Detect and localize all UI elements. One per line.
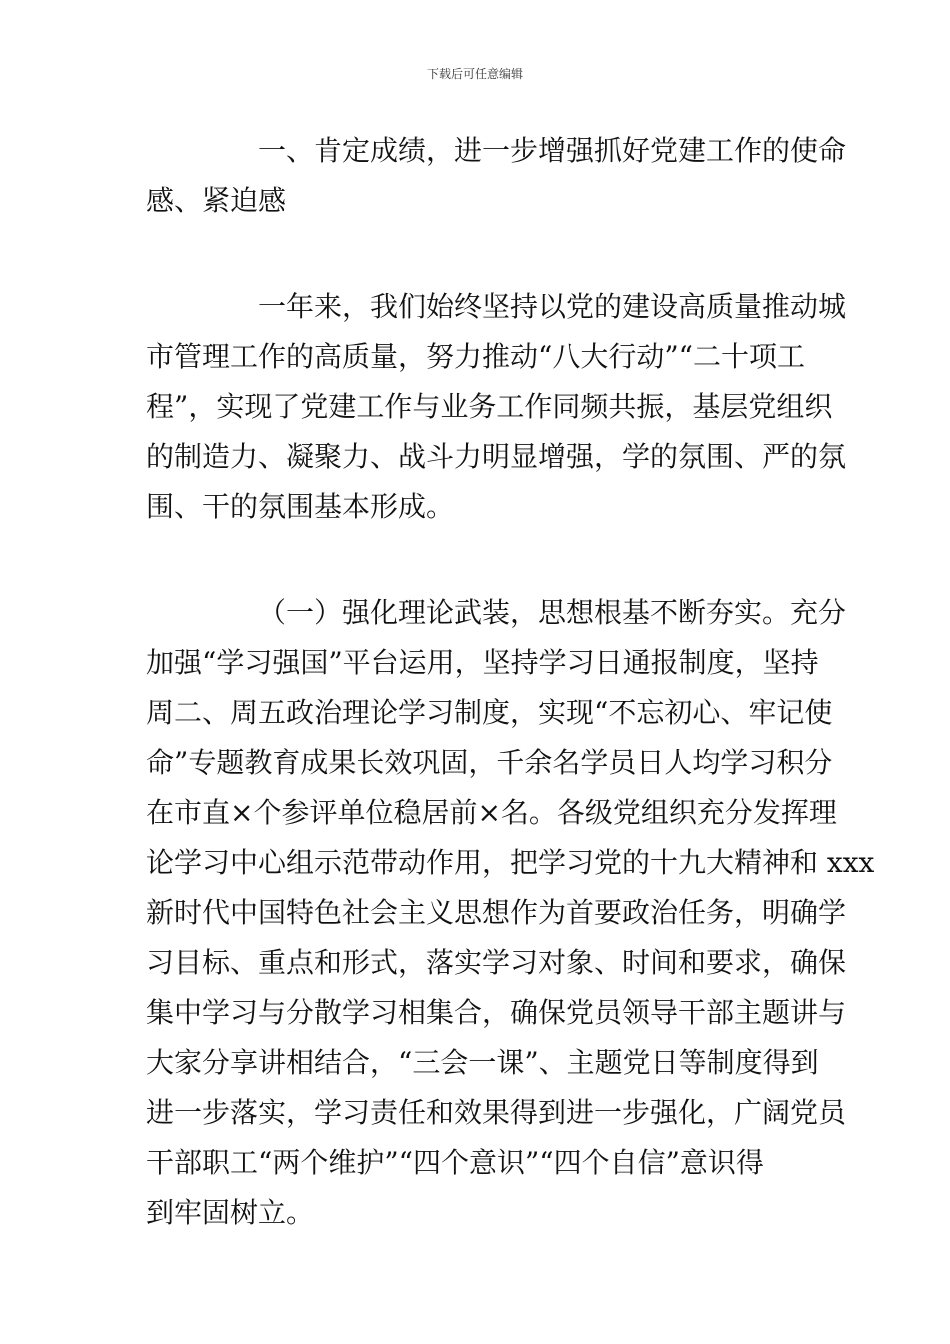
paragraph-line: 周二、周五政治理论学习制度，实现“不忘初心、牢记使 xyxy=(146,696,833,729)
paragraph-line: 集中学习与分散学习相集合，确保党员领导干部主题讲与 xyxy=(146,996,847,1029)
paragraph-line: 大家分享讲相结合，“三会一课”、主题党日等制度得到 xyxy=(146,1046,819,1079)
paragraph-theory xyxy=(146,588,875,1238)
paragraph-gap xyxy=(146,532,806,588)
paragraph-line: 程”，实现了党建工作与业务工作同频共振，基层党组织 xyxy=(146,390,833,423)
paragraph-line: 新时代中国特色社会主义思想作为首要政治任务，明确学 xyxy=(146,896,847,929)
paragraph-line: 论学习中心组示范带动作用，把学习党的十九大精神和 xxx xyxy=(146,846,875,879)
paragraph-line: 一年来，我们始终坚持以党的建设高质量推动城 xyxy=(258,290,847,323)
paragraph-line: （一）强化理论武装，思想根基不断夯实。充分 xyxy=(258,596,847,629)
heading-line: 一、肯定成绩，进一步增强抓好党建工作的使命 xyxy=(258,134,847,167)
page-header: 下载后可任意编辑 xyxy=(426,67,523,81)
paragraph-gap xyxy=(146,226,806,282)
paragraph-line: 习目标、重点和形式，落实学习对象、时间和要求，确保 xyxy=(146,946,847,979)
paragraph-line: 围、干的氛围基本形成。 xyxy=(146,490,455,523)
paragraph-line: 干部职工“两个维护”“四个意识”“四个自信”意识得 xyxy=(146,1146,764,1179)
paragraph-line: 在市直×个参评单位稳居前×名。各级党组织充分发挥理 xyxy=(146,796,837,829)
document-body xyxy=(146,126,875,1238)
paragraph-line: 命”专题教育成果长效巩固，千余名学员日人均学习积分 xyxy=(146,746,833,779)
paragraph-line: 市管理工作的高质量，努力推动“八大行动”“二十项工 xyxy=(146,340,805,373)
paragraph-line: 加强“学习强国”平台运用，坚持学习日通报制度，坚持 xyxy=(146,646,819,679)
paragraph-line: 到牢固树立。 xyxy=(146,1196,315,1229)
paragraph-line: 进一步落实，学习责任和效果得到进一步强化，广阔党员 xyxy=(146,1096,847,1129)
paragraph-summary xyxy=(146,282,847,532)
heading-line: 感、紧迫感 xyxy=(146,184,287,217)
paragraph-line: 的制造力、凝聚力、战斗力明显增强，学的氛围、严的氛 xyxy=(146,440,847,473)
heading-section-1 xyxy=(146,126,847,226)
